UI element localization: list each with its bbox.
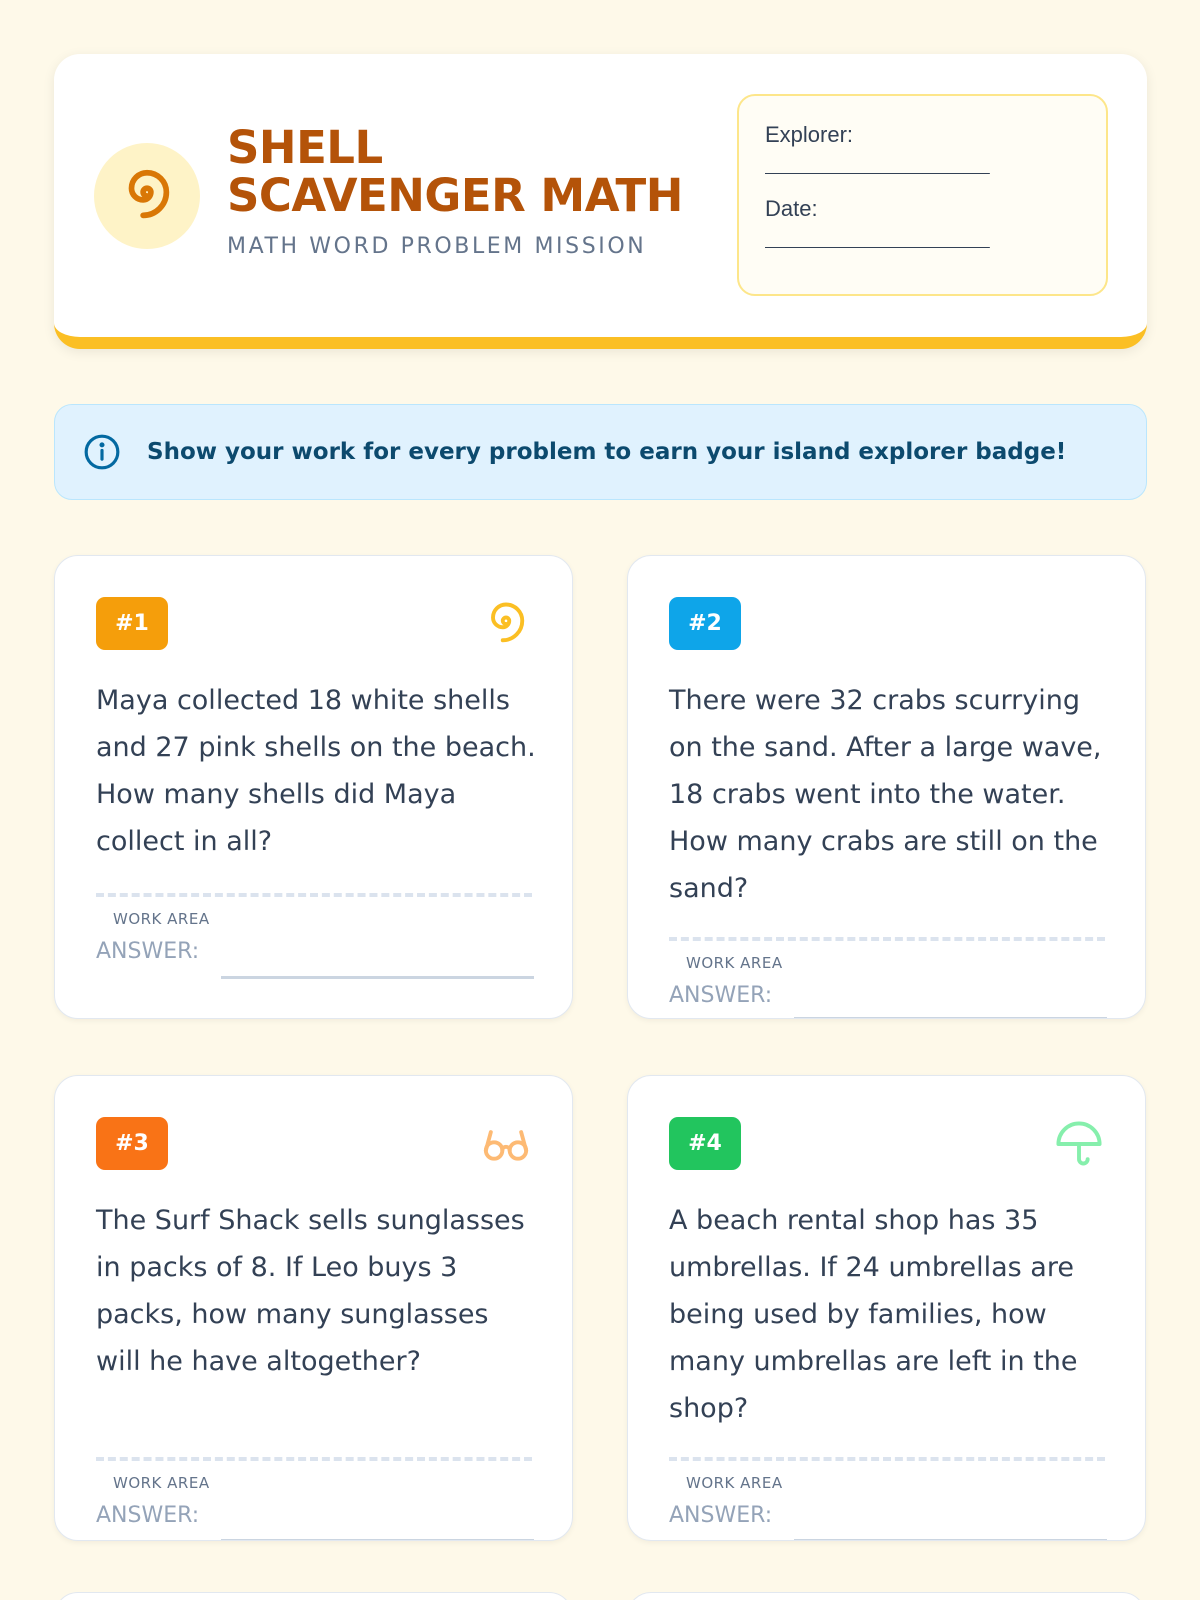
problem-number-badge: #2 [669, 597, 741, 650]
title-line-2: SCAVENGER MATH [227, 169, 683, 222]
work-area-label: WORK AREA [113, 910, 210, 928]
info-banner [54, 404, 1147, 500]
problem-number-badge: #3 [96, 1117, 168, 1170]
problem-text: A beach rental shop has 35 umbrellas. If 24 umbrellas are being used by families, how many umbrellas are left in the shop? [669, 1205, 1078, 1424]
work-area-divider [669, 937, 1105, 941]
date-field[interactable]: ___________________________ [765, 232, 990, 249]
logo-badge [94, 143, 200, 249]
problem-number-badge: #4 [669, 1117, 741, 1170]
spiral-shell-icon [116, 165, 178, 227]
answer-label: ANSWER: [96, 939, 200, 964]
explorer-name-field[interactable]: ___________________________ [765, 158, 990, 175]
answer-input-line[interactable] [221, 976, 534, 979]
problem-text: Maya collected 18 white shells and 27 pink shells on the beach. How many shells did Maya collect in all? [96, 685, 536, 857]
spiral-shell-icon [480, 598, 532, 650]
answer-input-line[interactable] [794, 1017, 1107, 1019]
answer-label: ANSWER: [96, 1503, 200, 1528]
answer-label: ANSWER: [669, 983, 773, 1008]
page-subtitle: MATH WORD PROBLEM MISSION [227, 234, 647, 259]
date-label: Date: [765, 196, 818, 221]
banner-text: Show your work for every problem to earn your island explorer badge! [147, 439, 1067, 465]
title-line-1: SHELL [227, 121, 383, 174]
problem-text: The Surf Shack sells sunglasses in packs of 8. If Leo buys 3 packs, how many sunglasses will he have altogether? [96, 1205, 525, 1377]
info-icon [83, 433, 121, 471]
umbrella-icon [1053, 1118, 1105, 1170]
work-area-label: WORK AREA [113, 1474, 210, 1492]
answer-input-line[interactable] [794, 1539, 1107, 1541]
problem-card-4 [627, 1075, 1146, 1541]
problem-card-1 [54, 555, 573, 1019]
problem-card-6-partial [627, 1592, 1146, 1600]
problem-number-badge: #1 [96, 597, 168, 650]
page-title [227, 121, 683, 222]
glasses-icon [480, 1118, 532, 1170]
answer-input-line[interactable] [221, 1539, 534, 1541]
explorer-info-box [737, 94, 1108, 296]
work-area-divider [669, 1457, 1105, 1461]
answer-label: ANSWER: [669, 1503, 773, 1528]
explorer-label: Explorer: [765, 122, 854, 147]
header-card [54, 54, 1147, 349]
work-area-label: WORK AREA [686, 1474, 783, 1492]
problem-text: There were 32 crabs scurrying on the sand. After a large wave, 18 crabs went into the water. How many crabs are still on the sand? [669, 685, 1102, 904]
problem-card-2 [627, 555, 1146, 1019]
problem-card-5-partial [54, 1592, 573, 1600]
work-area-label: WORK AREA [686, 954, 783, 972]
problem-card-3 [54, 1075, 573, 1541]
work-area-divider [96, 893, 532, 897]
work-area-divider [96, 1457, 532, 1461]
